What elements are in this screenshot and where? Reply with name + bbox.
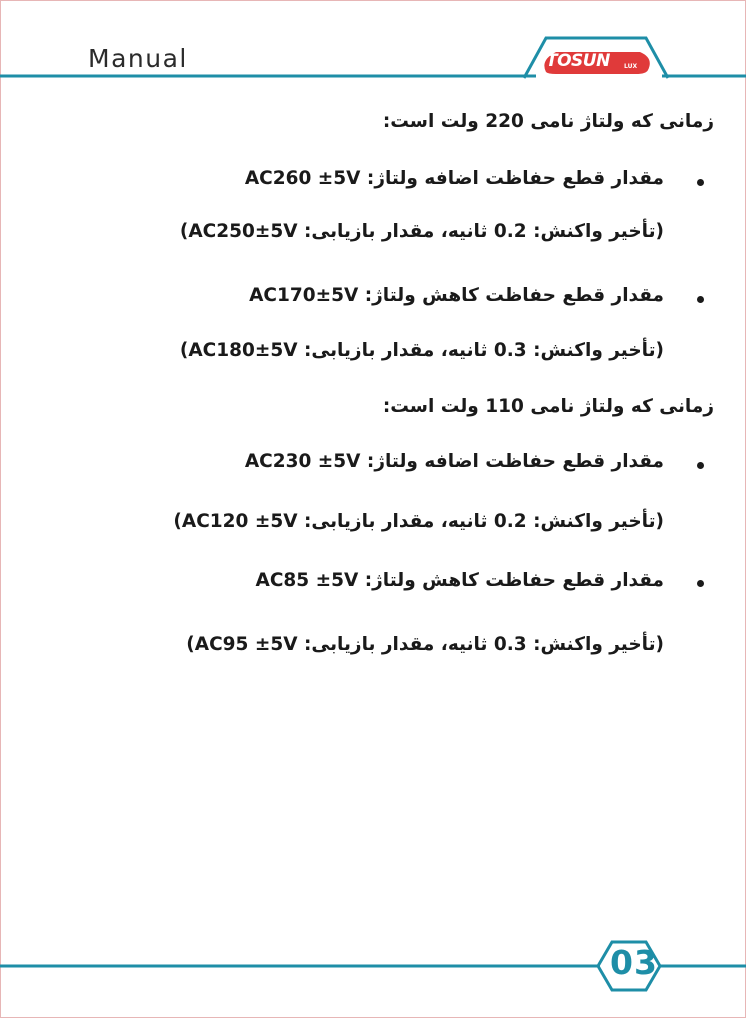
bullet-icon bbox=[697, 296, 704, 303]
section-110-heading: زمانی که ولتاژ نامی 110 ولت است: bbox=[382, 396, 714, 417]
bullet-icon bbox=[697, 580, 704, 587]
brand-logo: TOSUN bbox=[546, 51, 610, 71]
header-title: Manual bbox=[88, 44, 188, 73]
over-voltage-220-note: (تأخیر واکنش: 0.2 ثانیه، مقدار بازیابی: AC250±5V) bbox=[179, 221, 664, 242]
under-voltage-110-note: (تأخیر واکنش: 0.3 ثانیه، مقدار بازیابی: AC95 ±5V) bbox=[186, 634, 664, 655]
section-220-heading: زمانی که ولتاژ نامی 220 ولت است: bbox=[382, 111, 714, 132]
under-voltage-110: مقدار قطع حفاظت کاهش ولتاژ: AC85 ±5V bbox=[255, 570, 664, 591]
bullet-icon bbox=[697, 179, 704, 186]
under-voltage-220: مقدار قطع حفاظت کاهش ولتاژ: AC170±5V bbox=[249, 285, 664, 306]
brand-logo-sub: LUX bbox=[624, 63, 638, 70]
over-voltage-220: مقدار قطع حفاظت اضافه ولتاژ: AC260 ±5V bbox=[244, 168, 664, 189]
over-voltage-110-note: (تأخیر واکنش: 0.2 ثانیه، مقدار بازیابی: AC120 ±5V) bbox=[173, 511, 664, 532]
page-number: 03 bbox=[610, 943, 658, 982]
under-voltage-220-note: (تأخیر واکنش: 0.3 ثانیه، مقدار بازیابی: AC180±5V) bbox=[179, 340, 664, 361]
over-voltage-110: مقدار قطع حفاظت اضافه ولتاژ: AC230 ±5V bbox=[244, 451, 664, 472]
bullet-icon bbox=[697, 462, 704, 469]
